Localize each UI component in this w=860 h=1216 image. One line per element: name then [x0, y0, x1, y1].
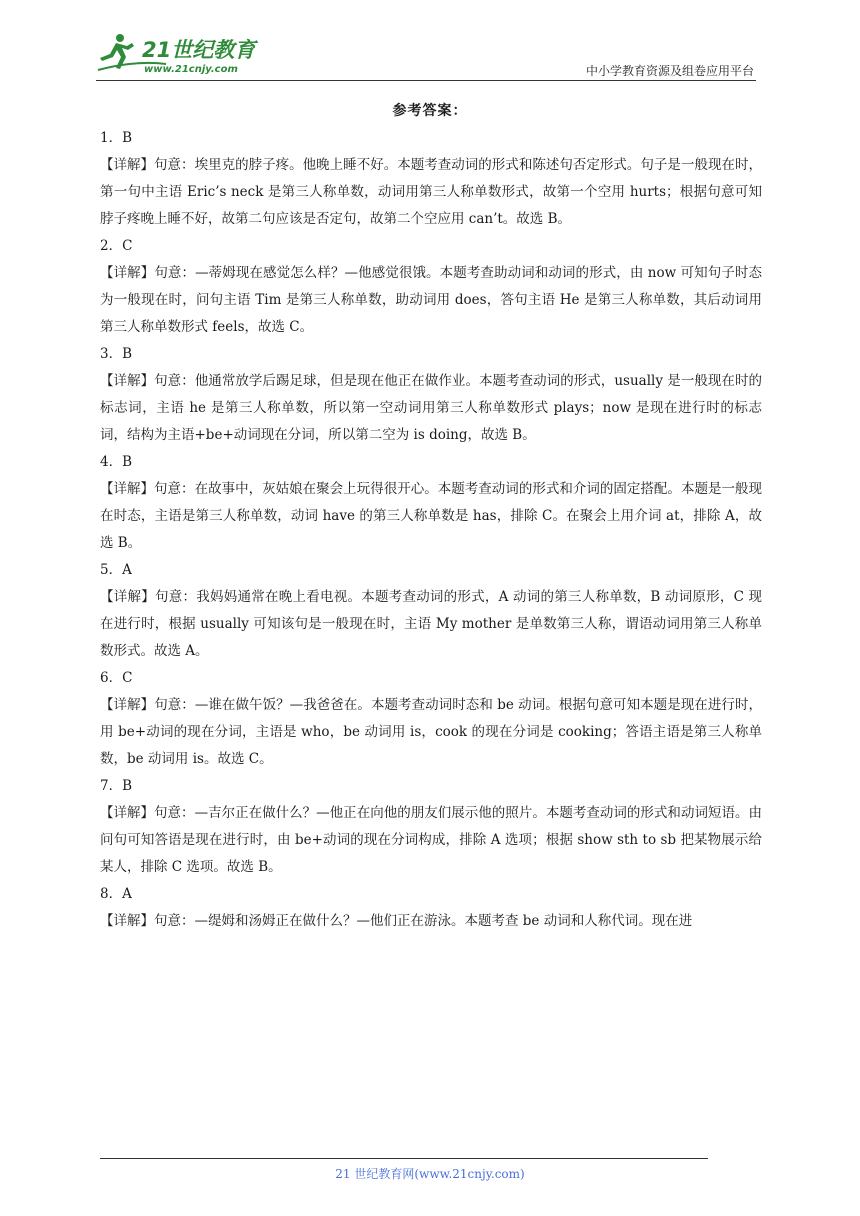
answer-number: 1．B	[100, 130, 133, 146]
page-header	[0, 0, 860, 84]
answer-item-2	[100, 233, 762, 341]
answer-explanation: 【详解】句意：埃里克的脖子疼。他晚上睡不好。本题考查动词的形式和陈述句否定形式。句子是一般现在时，第一句中主语 Eric’s neck 是第三人称单数，动词用第三人称单数形式，故第一个空用 hurts；根据句意可知脖子疼晚上睡不好，故第二句应该是否定句，故第二个空应用 can’t。故选 B。	[100, 157, 762, 227]
answer-number: 7．B	[100, 778, 133, 794]
answer-item-7	[100, 773, 762, 881]
answer-explanation: 【详解】句意：—蒂姆现在感觉怎么样？—他感觉很饿。本题考查助动词和动词的形式，由 now 可知句子时态为一般现在时，问句主语 Tim 是第三人称单数，助动词用 does，答句主语 He 是第三人称单数，其后动词用第三人称单数形式 feels，故选 C。	[100, 265, 762, 335]
answer-number: 8．A	[100, 886, 132, 902]
answer-explanation: 【详解】句意：我妈妈通常在晚上看电视。本题考查动词的形式，A 动词的第三人称单数，B 动词原形，C 现在进行时，根据 usually 可知该句是一般现在时，主语 My mother 是单数第三人称，谓语动词用第三人称单数形式。故选 A。	[100, 589, 762, 659]
answer-list	[100, 125, 762, 935]
site-logo	[96, 30, 266, 80]
header-divider	[96, 80, 756, 81]
answer-explanation: 【详解】句意：他通常放学后踢足球，但是现在他正在做作业。本题考查动词的形式，usually 是一般现在时的标志词，主语 he 是第三人称单数，所以第一空动词用第三人称单数形式 plays；now 是现在进行时的标志词，结构为主语+be+动词现在分词，所以第二空为 is doing，故选 B。	[100, 373, 762, 443]
page-title: 参考答案：	[392, 103, 468, 119]
footer-link[interactable]: 21 世纪教育网(www.21cnjy.com)	[335, 1167, 525, 1181]
answer-item-3	[100, 341, 762, 449]
answer-item-8	[100, 881, 762, 935]
answer-item-4	[100, 449, 762, 557]
answer-explanation: 【详解】句意：—谁在做午饭？—我爸爸在。本题考查动词时态和 be 动词。根据句意可知本题是现在进行时，用 be+动词的现在分词，主语是 who，be 动词用 is，cook 的现在分词是 cooking；答语主语是第三人称单数，be 动词用 is。故选 C。	[100, 697, 762, 767]
answer-explanation: 【详解】句意：—缇姆和汤姆正在做什么？—他们正在游泳。本题考查 be 动词和人称代词。现在进	[100, 913, 693, 929]
svg-text:www.21cnjy.com: www.21cnjy.com	[144, 64, 238, 75]
answer-number: 5．A	[100, 562, 132, 578]
answer-explanation: 【详解】句意：—吉尔正在做什么？—他正在向他的朋友们展示他的照片。本题考查动词的形式和动词短语。由问句可知答语是现在进行时，由 be+动词的现在分词构成，排除 A 选项；根据 show sth to sb 把某物展示给某人，排除 C 选项。故选 B。	[100, 805, 762, 875]
answer-number: 4．B	[100, 454, 133, 470]
runner-logo-icon	[96, 30, 266, 80]
answer-number: 2．C	[100, 238, 133, 254]
platform-name: 中小学教育资源及组卷应用平台	[585, 64, 754, 78]
answer-number: 3．B	[100, 346, 133, 362]
answer-item-1	[100, 125, 762, 233]
answer-item-5	[100, 557, 762, 665]
footer-divider	[100, 1158, 708, 1159]
svg-text:21世纪教育: 21世纪教育	[142, 38, 256, 62]
answer-item-6	[100, 665, 762, 773]
answer-explanation: 【详解】句意：在故事中，灰姑娘在聚会上玩得很开心。本题考查动词的形式和介词的固定搭配。本题是一般现在时态，主语是第三人称单数，动词 have 的第三人称单数是 has，排除 C。在聚会上用介词 at，排除 A，故选 B。	[100, 481, 762, 551]
answer-number: 6．C	[100, 670, 133, 686]
